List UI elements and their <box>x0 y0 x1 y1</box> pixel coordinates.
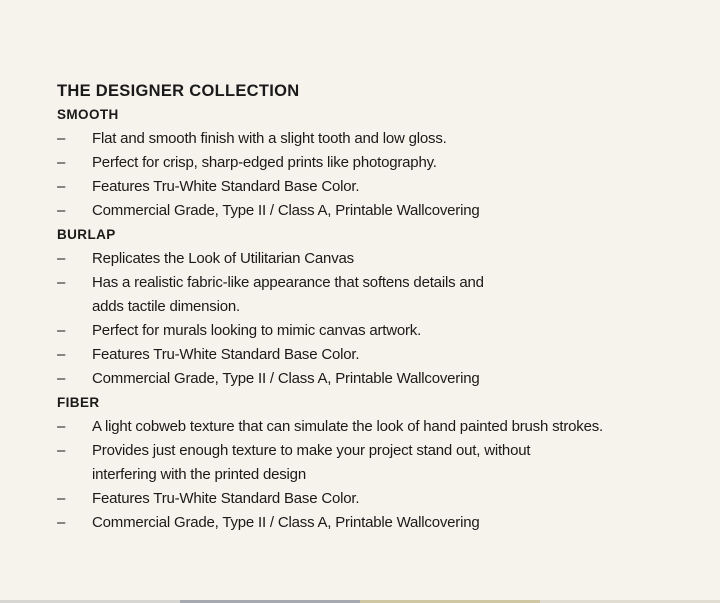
section-fiber <box>57 391 707 535</box>
section-title-smooth: SMOOTH <box>57 107 119 122</box>
list-item <box>57 511 707 535</box>
list-item-text: Has a realistic fabric-like appearance that softens details and adds tactile dimension. <box>92 274 484 315</box>
dash-bullet: – <box>57 322 66 339</box>
list-item-text: Flat and smooth finish with a slight tooth and low gloss. <box>92 130 447 147</box>
section-smooth <box>57 103 707 223</box>
dash-bullet: – <box>57 490 66 507</box>
list-item-text: Commercial Grade, Type II / Class A, Printable Wallcovering <box>92 514 480 531</box>
dash-bullet: – <box>57 178 66 195</box>
fiber-feature-list <box>57 415 707 535</box>
list-item <box>57 271 707 319</box>
designer-collection-panel <box>57 79 707 535</box>
list-item <box>57 199 707 223</box>
list-item-text: Commercial Grade, Type II / Class A, Printable Wallcovering <box>92 370 480 387</box>
list-item <box>57 247 707 271</box>
dash-bullet: – <box>57 250 66 267</box>
list-item <box>57 415 707 439</box>
dash-bullet: – <box>57 346 66 363</box>
dash-bullet: – <box>57 202 66 219</box>
list-item <box>57 343 707 367</box>
section-burlap <box>57 223 707 391</box>
list-item-text: Features Tru-White Standard Base Color. <box>92 490 360 507</box>
list-item-text: A light cobweb texture that can simulate the look of hand painted brush strokes. <box>92 418 603 435</box>
list-item <box>57 487 707 511</box>
list-item-text: Perfect for murals looking to mimic canvas artwork. <box>92 322 422 339</box>
dash-bullet: – <box>57 442 66 459</box>
list-item-text: Replicates the Look of Utilitarian Canvas <box>92 250 354 267</box>
dash-bullet: – <box>57 154 66 171</box>
list-item-text: Commercial Grade, Type II / Class A, Printable Wallcovering <box>92 202 480 219</box>
smooth-feature-list <box>57 127 707 223</box>
list-item-text: Provides just enough texture to make your project stand out, without interfering with the printed design <box>92 442 531 483</box>
dash-bullet: – <box>57 274 66 291</box>
section-title-fiber: FIBER <box>57 395 100 410</box>
list-item <box>57 127 707 151</box>
list-item-text: Perfect for crisp, sharp-edged prints like photography. <box>92 154 437 171</box>
dash-bullet: – <box>57 514 66 531</box>
list-item <box>57 439 707 487</box>
list-item-text: Features Tru-White Standard Base Color. <box>92 178 360 195</box>
burlap-feature-list <box>57 247 707 391</box>
dash-bullet: – <box>57 130 66 147</box>
collection-title: THE DESIGNER COLLECTION <box>57 82 300 100</box>
list-item <box>57 367 707 391</box>
dash-bullet: – <box>57 370 66 387</box>
dash-bullet: – <box>57 418 66 435</box>
list-item <box>57 175 707 199</box>
section-title-burlap: BURLAP <box>57 227 116 242</box>
list-item-text: Features Tru-White Standard Base Color. <box>92 346 360 363</box>
list-item <box>57 319 707 343</box>
list-item <box>57 151 707 175</box>
